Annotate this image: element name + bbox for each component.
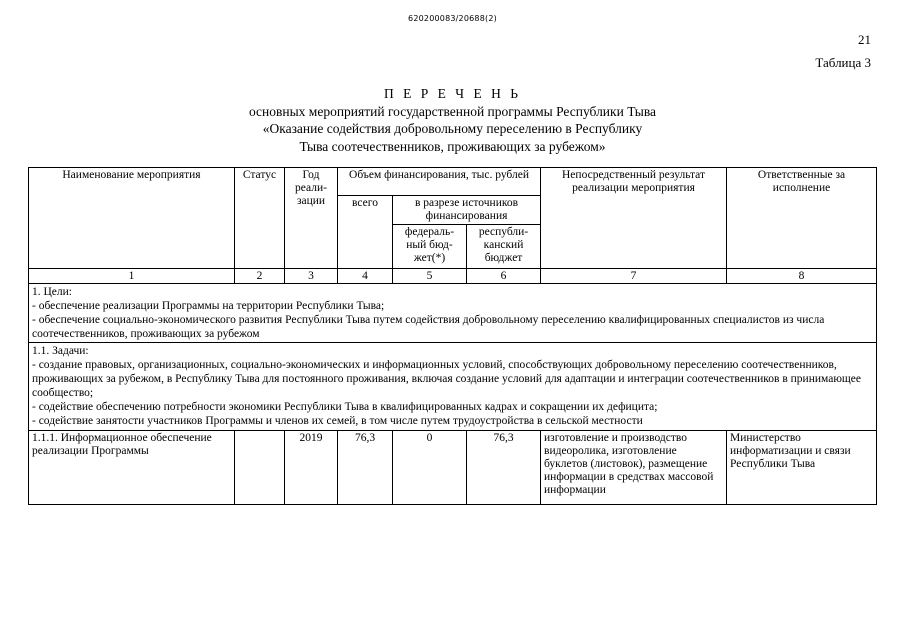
activity-status <box>235 431 285 505</box>
goal-item: - обеспечение социально-экономического развития Республики Тыва путем содействия добровольному переселению квалифицированных специалистов из числа соотечественников, проживающих за рубежом <box>32 314 825 340</box>
header-responsible: Ответственные за исполнение <box>727 168 877 269</box>
document-id: 620200083/20688(2) <box>408 14 497 23</box>
tasks-section <box>29 343 877 431</box>
activity-year: 2019 <box>285 431 338 505</box>
header-total: всего <box>338 196 393 269</box>
header-name: Наименование мероприятия <box>29 168 235 269</box>
header-federal: федераль-ный бюд-жет(*) <box>393 225 467 269</box>
table-label: Таблица 3 <box>815 55 871 70</box>
column-number: 1 <box>29 269 235 284</box>
page-number: 21 <box>858 32 871 47</box>
task-item: - содействие занятости участников Программы и членов их семей, в том числе путем трудоустройства в сельской местности <box>32 415 643 427</box>
header-sources: в разрезе источников финансирования <box>393 196 541 225</box>
activity-total: 76,3 <box>338 431 393 505</box>
header-funding: Объем финансирования, тыс. рублей <box>338 168 541 196</box>
header-result: Непосредственный результат реализации мероприятия <box>541 168 727 269</box>
activity-republic: 76,3 <box>467 431 541 505</box>
column-number: 7 <box>541 269 727 284</box>
column-number: 5 <box>393 269 467 284</box>
tasks-heading: 1.1. Задачи: <box>32 345 89 357</box>
column-number: 4 <box>338 269 393 284</box>
task-item: - содействие обеспечению потребности экономики Республики Тыва в квалифицированных кадрах и сокращении их дефицита; <box>32 401 658 413</box>
header-status: Статус <box>235 168 285 269</box>
activities-table <box>28 167 877 505</box>
header-republic: республи-канский бюджет <box>467 225 541 269</box>
goals-section <box>29 284 877 343</box>
task-item: - создание правовых, организационных, социально-экономических и информационных условий, способствующих добровольному переселению соотечественников, проживающих за рубежом, в Республику Тыва для постоянного проживания, включая создание условий для адаптации и интеграции соотечественников в принимающее сообщество; <box>32 359 861 399</box>
title-line-4: Тыва соотечественников, проживающих за рубежом» <box>299 138 606 154</box>
header-year: Год реали-зации <box>285 168 338 269</box>
column-number: 3 <box>285 269 338 284</box>
title-heading: П Е Р Е Ч Е Н Ь <box>384 86 521 101</box>
activity-name: 1.1.1. Информационное обеспечение реализации Программы <box>29 431 235 505</box>
goals-heading: 1. Цели: <box>32 286 72 298</box>
column-number: 8 <box>727 269 877 284</box>
activity-federal: 0 <box>393 431 467 505</box>
goal-item: - обеспечение реализации Программы на территории Республики Тыва; <box>32 300 385 312</box>
document-title <box>0 85 905 155</box>
column-number: 6 <box>467 269 541 284</box>
column-number: 2 <box>235 269 285 284</box>
activity-responsible: Министерство информатизации и связи Республики Тыва <box>727 431 877 505</box>
activity-result: изготовление и производство видеоролика, изготовление буклетов (листовок), размещение информации в средствах массовой информации <box>541 431 727 505</box>
title-line-2: основных мероприятий государственной программы Республики Тыва <box>248 103 657 119</box>
title-line-3: «Оказание содействия добровольному переселению в Республику <box>262 121 643 136</box>
